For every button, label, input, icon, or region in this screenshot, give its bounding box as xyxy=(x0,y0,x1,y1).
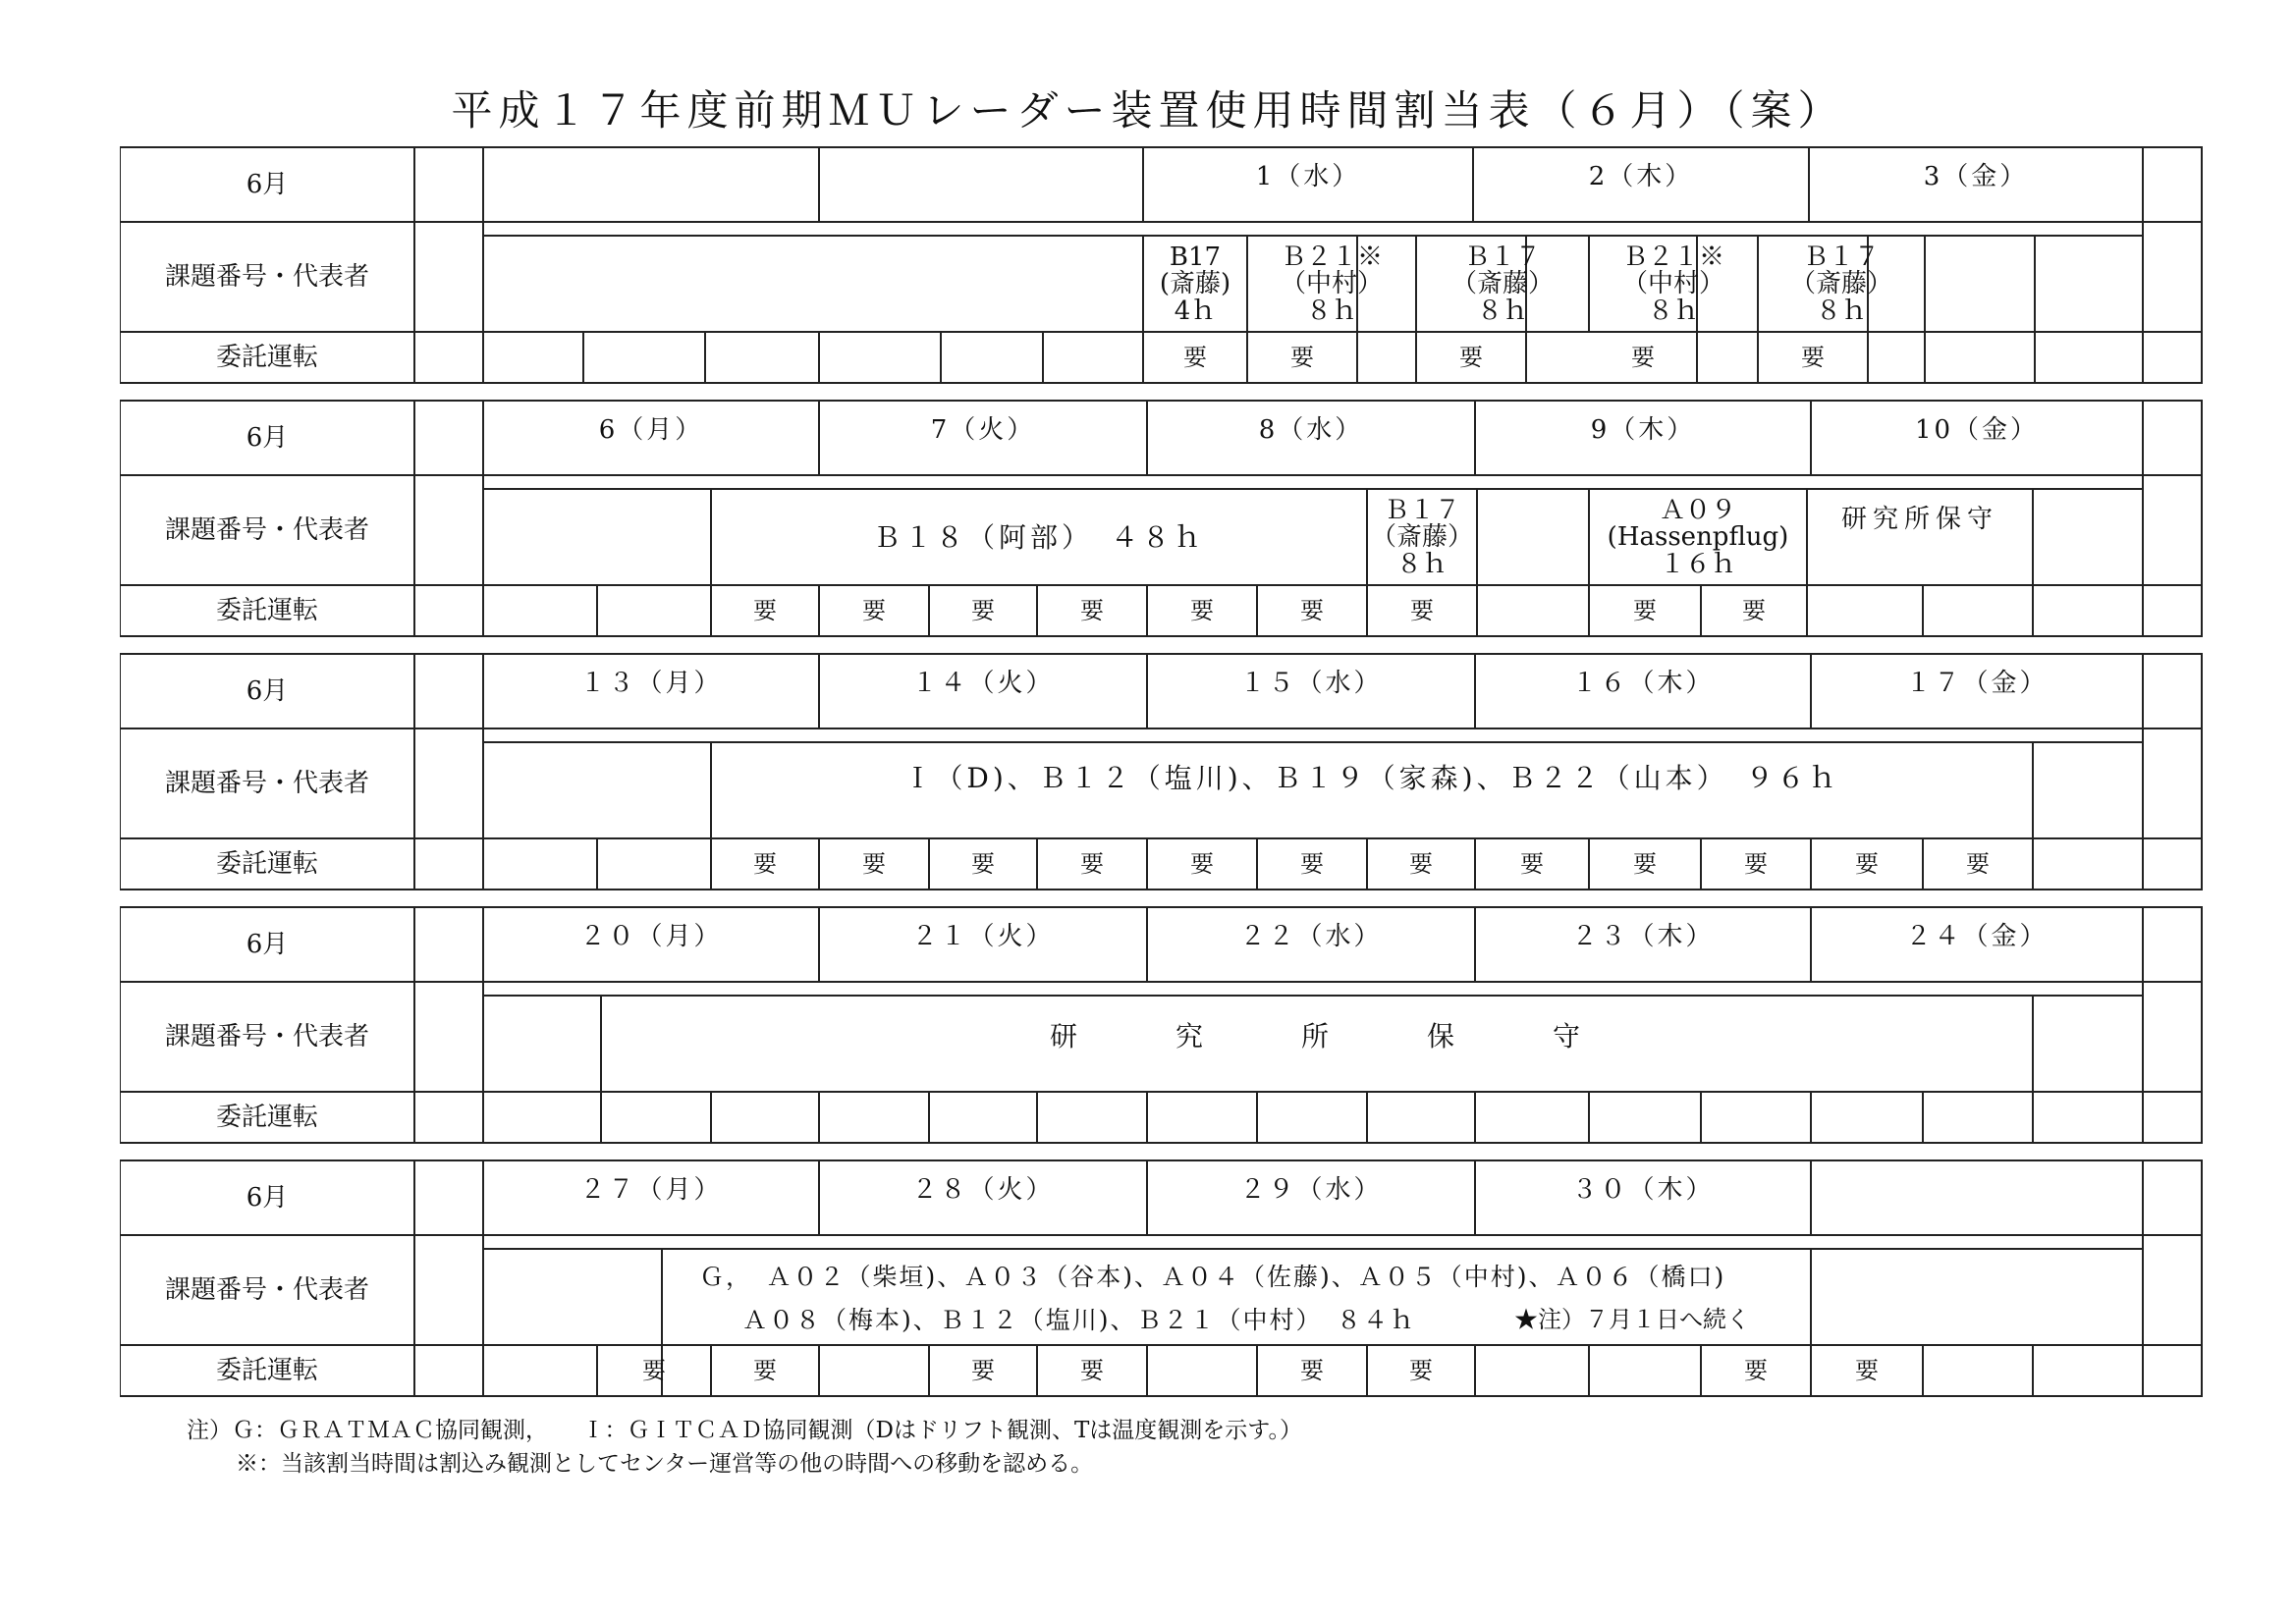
day-header: １４（火） xyxy=(911,669,1055,698)
footnotes xyxy=(187,1414,1302,1481)
allocation-block: Ｂ２１※ （中村） ８ｈ xyxy=(1280,243,1383,326)
entrust-required-mark: 要 xyxy=(1300,597,1324,624)
entrust-required-mark: 要 xyxy=(862,597,886,624)
day-header: 3（金） xyxy=(1923,162,2029,191)
entrust-required-mark: 要 xyxy=(1633,597,1657,624)
allocation-block: B17 (斎藤) 4ｈ xyxy=(1159,243,1231,326)
continuation-note: ★注）７月１日へ続く xyxy=(1514,1306,1750,1333)
entrust-required-mark: 要 xyxy=(1744,1357,1768,1384)
month-label: 6月 xyxy=(246,170,289,199)
entrust-required-mark: 要 xyxy=(1409,850,1433,878)
entrust-required-mark: 要 xyxy=(1631,344,1655,371)
entrust-required-mark: 要 xyxy=(1080,850,1104,878)
allocation-block: Ｂ１７ （斎藤） ８ｈ xyxy=(1370,496,1473,579)
allocation-block: Ｇ， Ａ０２（柴垣)、Ａ０３（谷本)、Ａ０４（佐藤)、Ａ０５（中村)、Ａ０６（橋口) xyxy=(699,1262,1726,1291)
week-table-5 xyxy=(120,1159,2204,1394)
project-row-label: 課題番号・代表者 xyxy=(164,262,369,292)
allocation-block: Ａ０８（梅本)、Ｂ１２（塩川)、Ｂ２１（中村） ８４ｈ xyxy=(741,1305,1416,1334)
allocation-block: Ｂ２１※ （中村） ８ｈ xyxy=(1621,243,1724,326)
week-table-3 xyxy=(120,652,2204,888)
entrust-required-mark: 要 xyxy=(1801,344,1825,371)
day-header: 9（木） xyxy=(1590,415,1696,445)
entrust-required-mark: 要 xyxy=(971,850,995,878)
allocation-block: Ｂ１７ （斎藤） ８ｈ xyxy=(1789,243,1892,326)
entrust-required-mark: 要 xyxy=(1300,850,1324,878)
day-header: １６（木） xyxy=(1571,669,1715,698)
day-header: ２０（月） xyxy=(579,922,723,951)
week-table-2 xyxy=(120,399,2204,634)
day-header: ２３（木） xyxy=(1571,922,1715,951)
entrust-required-mark: 要 xyxy=(862,850,886,878)
entrust-required-mark: 要 xyxy=(1080,597,1104,624)
project-row-label: 課題番号・代表者 xyxy=(164,769,369,798)
entrust-required-mark: 要 xyxy=(1080,1357,1104,1384)
entrust-required-mark: 要 xyxy=(753,850,777,878)
day-header: ２１（火） xyxy=(911,922,1055,951)
project-row-label: 課題番号・代表者 xyxy=(164,515,369,545)
month-label: 6月 xyxy=(246,1183,289,1213)
entrust-required-mark: 要 xyxy=(971,1357,995,1384)
day-header: １７（金） xyxy=(1905,669,2049,698)
entrust-required-mark: 要 xyxy=(1190,597,1214,624)
day-header: ２４（金） xyxy=(1905,922,2049,951)
day-header: ２２（水） xyxy=(1239,922,1383,951)
entrust-row-label: 委託運転 xyxy=(215,343,318,372)
page-title: 平成１７年度前期ＭＵレーダー装置使用時間割当表（６月）（案） xyxy=(451,86,1845,135)
footnote-asterisk: ※：当該割当時間は割込み観測としてセンター運営等の他の時間への移動を認める。 xyxy=(236,1451,1094,1477)
day-header: 2（木） xyxy=(1588,162,1694,191)
entrust-required-mark: 要 xyxy=(1410,597,1434,624)
day-header: ３０（木） xyxy=(1571,1175,1715,1205)
allocation-block: 研 究 所 保 守 xyxy=(1049,1020,1584,1052)
day-header: ２７（月） xyxy=(579,1175,723,1205)
entrust-required-mark: 要 xyxy=(1290,344,1314,371)
project-row-label: 課題番号・代表者 xyxy=(164,1022,369,1052)
month-label: 6月 xyxy=(246,930,289,959)
day-header: 7（火） xyxy=(930,415,1036,445)
entrust-required-mark: 要 xyxy=(1855,1357,1879,1384)
allocation-block: Ｂ１７ （斎藤） ８ｈ xyxy=(1450,243,1554,326)
entrust-required-mark: 要 xyxy=(971,597,995,624)
entrust-required-mark: 要 xyxy=(1190,850,1214,878)
entrust-required-mark: 要 xyxy=(1966,850,1990,878)
day-header: ２８（火） xyxy=(911,1175,1055,1205)
allocation-block: Ｉ（D)、Ｂ１２（塩川)、Ｂ１９（家森)、Ｂ２２（山本） ９６ｈ xyxy=(903,762,1840,794)
allocation-block: Ｂ１８（阿部） ４８ｈ xyxy=(872,521,1205,554)
day-header: ２９（水） xyxy=(1239,1175,1383,1205)
week-table-1 xyxy=(120,145,2204,381)
entrust-row-label: 委託運転 xyxy=(215,1356,318,1385)
entrust-required-mark: 要 xyxy=(1633,850,1657,878)
entrust-required-mark: 要 xyxy=(1300,1357,1324,1384)
entrust-required-mark: 要 xyxy=(1459,344,1483,371)
entrust-required-mark: 要 xyxy=(1520,850,1544,878)
day-header: 6（月） xyxy=(598,415,704,445)
entrust-required-mark: 要 xyxy=(642,1357,666,1384)
project-row-label: 課題番号・代表者 xyxy=(164,1275,369,1305)
entrust-required-mark: 要 xyxy=(753,597,777,624)
entrust-required-mark: 要 xyxy=(1183,344,1207,371)
entrust-required-mark: 要 xyxy=(1744,850,1768,878)
allocation-block: Ａ０９ (Hassenpflug) １６ｈ xyxy=(1607,496,1789,579)
week-table-4 xyxy=(120,905,2204,1141)
allocation-block: 研究所保守 xyxy=(1840,505,1998,535)
entrust-row-label: 委託運転 xyxy=(215,849,318,879)
day-header: 8（水） xyxy=(1258,415,1364,445)
entrust-row-label: 委託運転 xyxy=(215,596,318,625)
day-header: 1（水） xyxy=(1255,162,1361,191)
month-label: 6月 xyxy=(246,676,289,706)
entrust-required-mark: 要 xyxy=(1742,597,1766,624)
day-header: １３（月） xyxy=(579,669,723,698)
footnote-legend: 注）Ｇ：ＧＲＡＴＭＡＣ協同観測， Ｉ：ＧＩＴＣＡＤ協同観測（Dはドリフト観測、Tは温度観測を示す。） xyxy=(187,1418,1302,1443)
entrust-required-mark: 要 xyxy=(1855,850,1879,878)
day-header: １５（水） xyxy=(1239,669,1383,698)
month-label: 6月 xyxy=(246,423,289,453)
entrust-required-mark: 要 xyxy=(753,1357,777,1384)
entrust-required-mark: 要 xyxy=(1409,1357,1433,1384)
entrust-row-label: 委託運転 xyxy=(215,1103,318,1132)
day-header: 10（金） xyxy=(1914,415,2040,445)
